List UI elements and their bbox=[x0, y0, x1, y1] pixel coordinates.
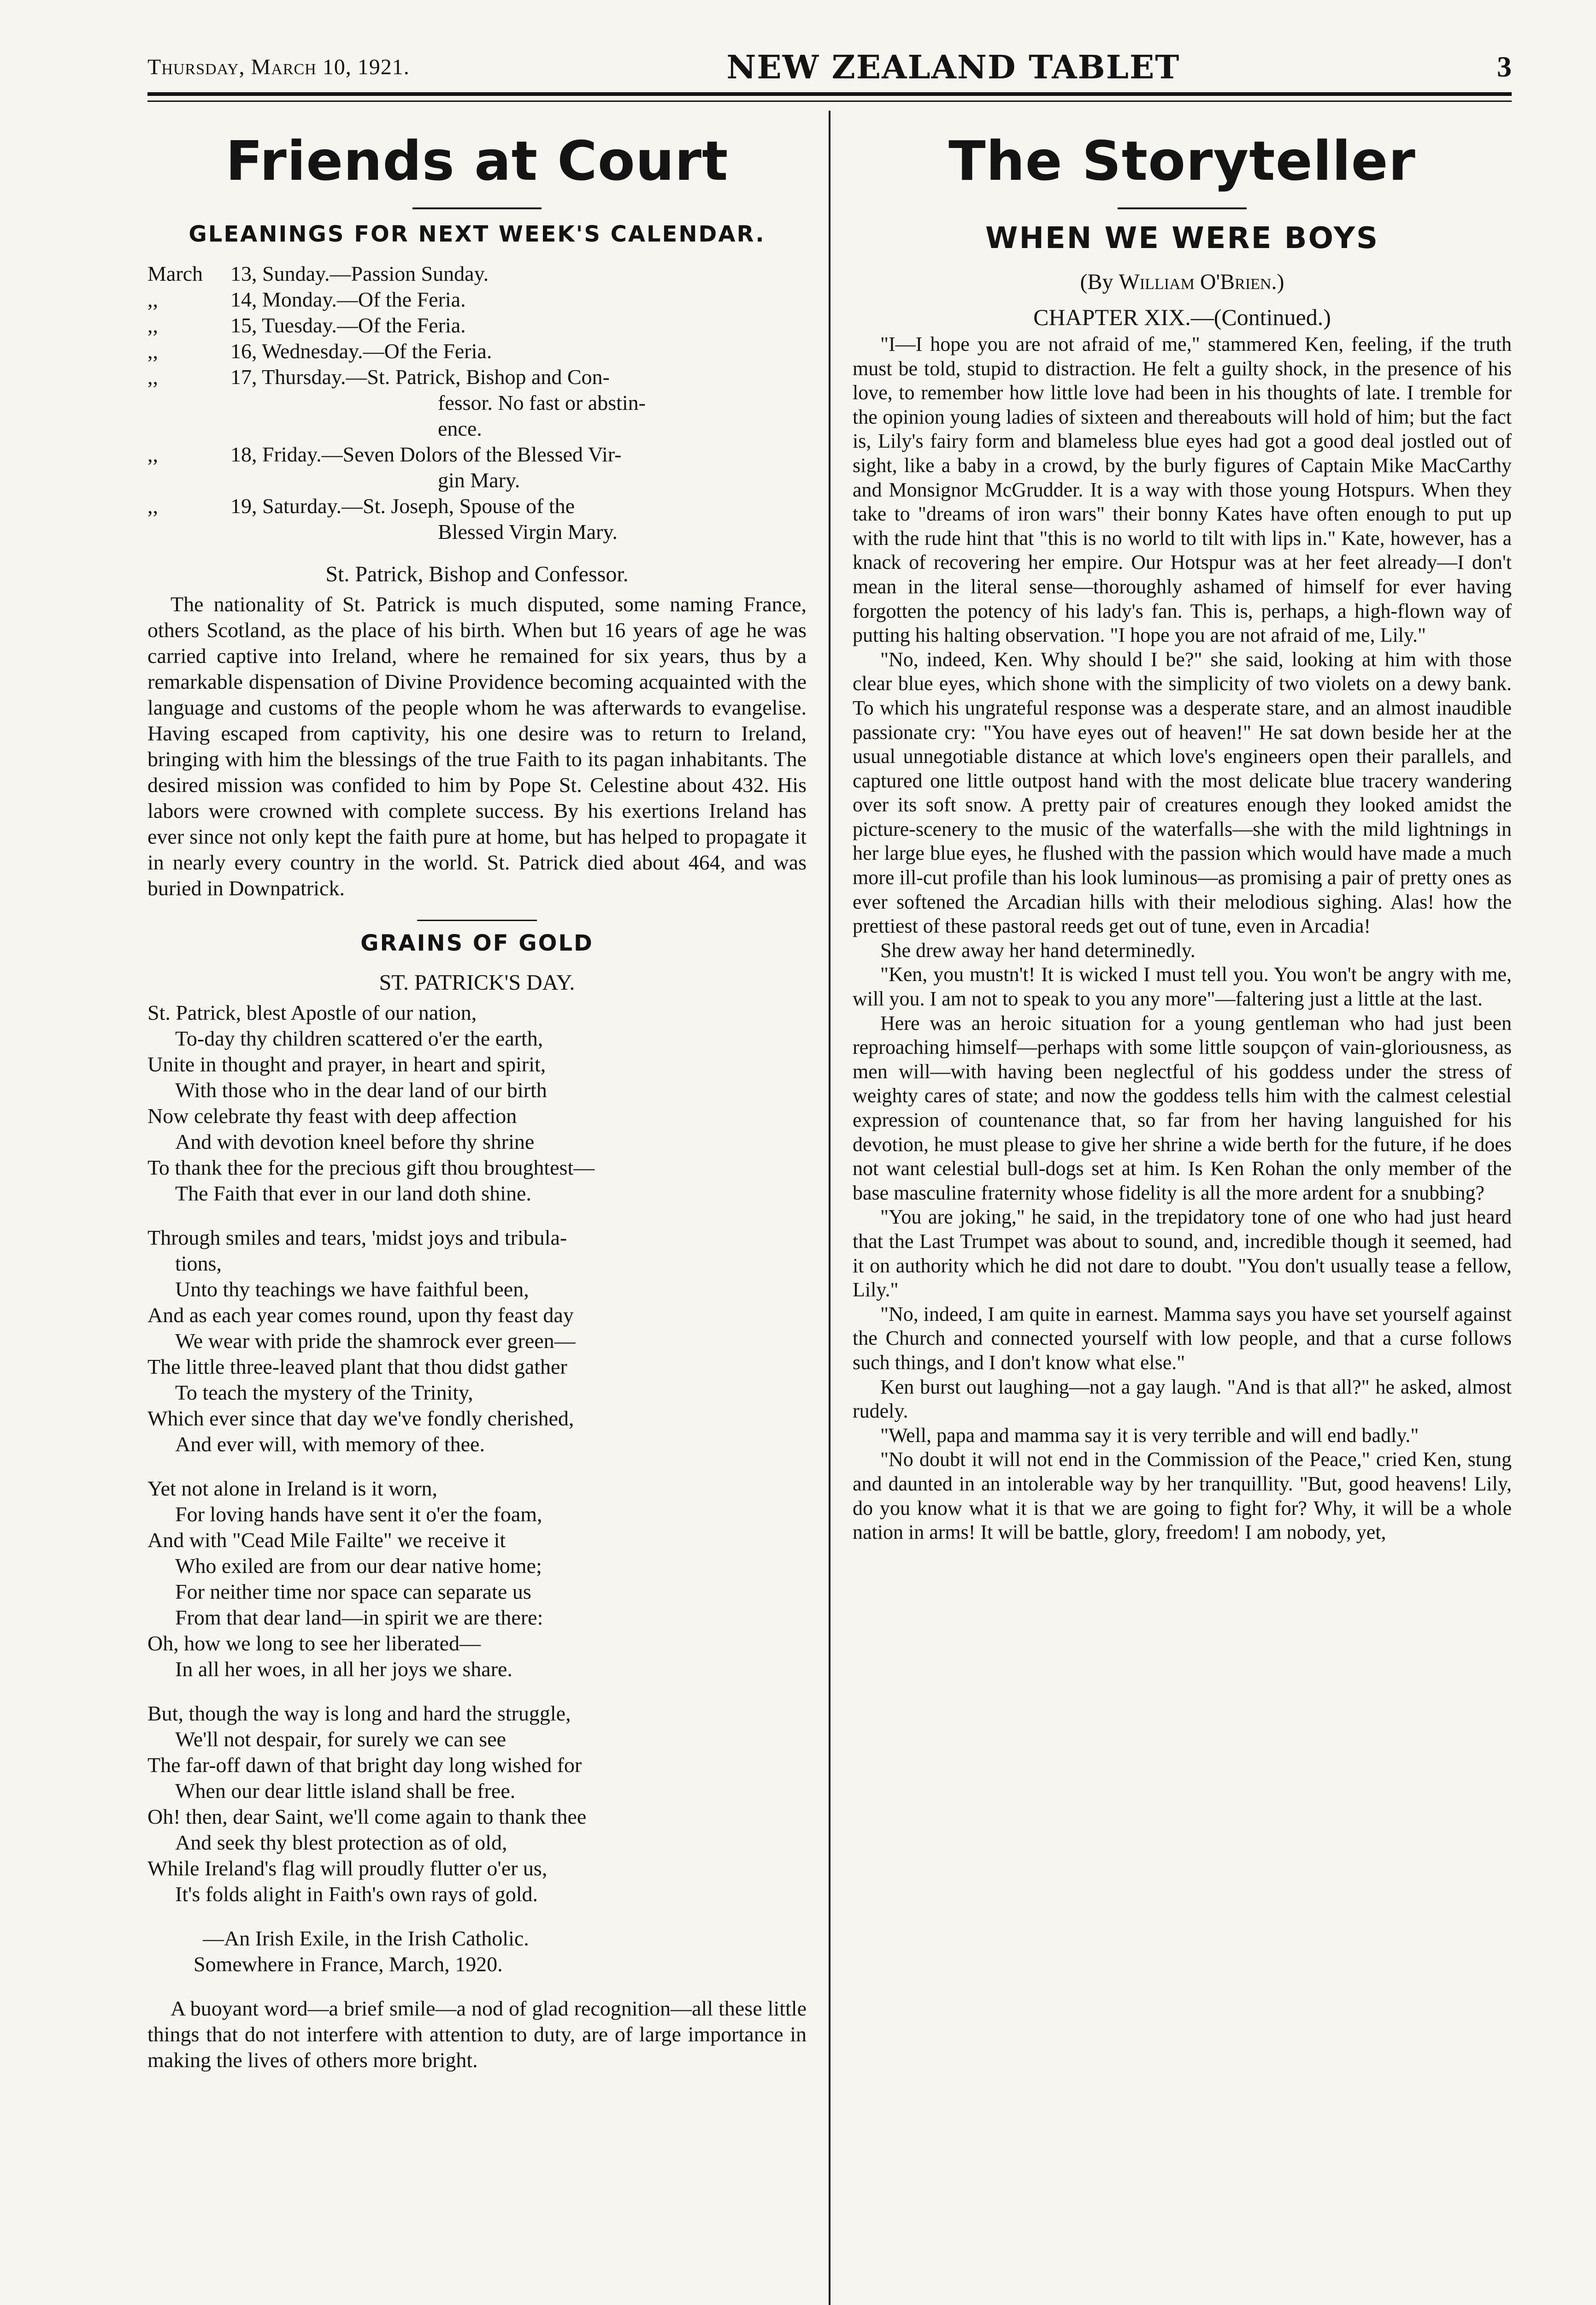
poem-line: Oh! then, dear Saint, we'll come again to thank thee bbox=[147, 1805, 587, 1828]
story-body bbox=[853, 332, 1512, 1545]
page-number: 3 bbox=[1497, 50, 1512, 83]
poem-line: And seek thy blest protection as of old, bbox=[175, 1831, 507, 1854]
poem-line: With those who in the dear land of our birth bbox=[175, 1078, 547, 1102]
storyteller-heading: The Storyteller bbox=[948, 129, 1416, 193]
story-paragraph: "You are joking," he said, in the trepidatory tone of one who had just heard that the Last Trumpet was about to sound, and, incredible though it seemed, had it on authority which he did not dare to doubt. "You don't usually tease a fellow, Lily." bbox=[853, 1206, 1512, 1301]
calendar-entry bbox=[147, 287, 807, 313]
calendar-entry bbox=[147, 442, 807, 493]
poem-attribution: —An Irish Exile, in the Irish Catholic. bbox=[203, 1927, 529, 1950]
poem-line: And with devotion kneel before thy shrine bbox=[175, 1130, 535, 1153]
poem-line: For loving hands have sent it o'er the foam, bbox=[175, 1502, 542, 1526]
calendar-line: 15, Tuesday.—Of the Feria. bbox=[230, 313, 466, 337]
poem-line: To teach the mystery of the Trinity, bbox=[175, 1381, 473, 1404]
calendar-text bbox=[230, 313, 807, 338]
calendar-list bbox=[147, 261, 807, 545]
poem-line: Unite in thought and prayer, in heart and spirit, bbox=[147, 1052, 546, 1076]
poem bbox=[147, 1000, 807, 1907]
poem-stanza bbox=[147, 1000, 807, 1206]
calendar-text bbox=[230, 287, 807, 313]
story-paragraph: Ken burst out laughing—not a gay laugh. "And is that all?" he asked, almost rudely. bbox=[853, 1375, 1512, 1423]
poem-line: Through smiles and tears, 'midst joys and tribula- bbox=[147, 1226, 567, 1249]
poem-stanza bbox=[147, 1701, 807, 1907]
calendar-line: 13, Sunday.—Passion Sunday. bbox=[230, 262, 489, 285]
calendar-month: ,, bbox=[147, 313, 158, 337]
publication-title: NEW ZEALAND TABLET bbox=[726, 47, 1180, 86]
poem-line: Unto thy teachings we have faithful been, bbox=[175, 1277, 529, 1301]
poem-line: We'll not despair, for surely we can see bbox=[175, 1727, 506, 1751]
poem-line: To thank thee for the precious gift thou broughtest— bbox=[147, 1156, 595, 1179]
poem-line: And with "Cead Mile Failte" we receive it bbox=[147, 1528, 506, 1552]
poem-stanza bbox=[147, 1225, 807, 1457]
calendar-entry bbox=[147, 261, 807, 287]
calendar-line: 17, Thursday.—St. Patrick, Bishop and Con- bbox=[230, 365, 610, 389]
story-paragraph: "I—I hope you are not afraid of me," stammered Ken, feeling, if the truth must be told, stupid to distraction. He felt a guilty shock, in the presence of his love, to remember how little love had been in his thoughts of late. I tremble for the opinion young ladies of sixteen and thereabouts will hold of him; but the fact is, Lily's fairy form and blameless blue eyes had got a good deal jostled out of sight, like a baby in a crowd, by the burly figures of Captain Mike MacCarthy and Monsignor McGrudder. It is a way with those young Hotspurs. When they take to "dreams of iron wars" their bonny Kates have often enough to put up with the rude hint that "this is no world to tilt with lips in." Kate, however, has a knack of recovering her empire. Our Hotspur was at her feet already—I don't mean in the literal sense—thoroughly ashamed of himself for ever having forgotten the potency of his lady's fan. This is, perhaps, a high-flown way of putting his halting observation. "I hope you are not afraid of me, Lily." bbox=[853, 333, 1512, 647]
calendar-line-cont: gin Mary. bbox=[438, 468, 520, 492]
calendar-line: 19, Saturday.—St. Joseph, Spouse of the bbox=[230, 494, 575, 518]
calendar-text bbox=[230, 364, 807, 442]
story-byline bbox=[853, 269, 1512, 295]
poem-line: St. Patrick, blest Apostle of our nation, bbox=[147, 1001, 477, 1024]
calendar-line-cont: fessor. No fast or abstin- bbox=[438, 391, 646, 414]
poem-line: To-day thy children scattered o'er the earth, bbox=[175, 1027, 543, 1050]
calendar-subheading: GLEANINGS FOR NEXT WEEK'S CALENDAR. bbox=[188, 221, 766, 247]
calendar-line: 18, Friday.—Seven Dolors of the Blessed Vir- bbox=[230, 443, 622, 466]
story-paragraph: "No doubt it will not end in the Commission of the Peace," cried Ken, stung and daunted in an intolerable way by her tranquillity. "But, good heavens! Lily, do you know what it is that we are going to fight for? Why, it will be a whole nation in arms! It will be battle, glory, freedom! I am nobody, yet, bbox=[853, 1448, 1512, 1544]
poem-line: From that dear land—in spirit we are there: bbox=[175, 1606, 543, 1629]
chapter-heading: CHAPTER XIX.—(Continued.) bbox=[1033, 304, 1331, 330]
calendar-month: ,, bbox=[147, 339, 158, 363]
poem-place-date: Somewhere in France, March, 1920. bbox=[194, 1952, 503, 1976]
poem-stanza bbox=[147, 1476, 807, 1682]
poem-line: For neither time nor space can separate us bbox=[175, 1580, 531, 1603]
poem-line: Yet not alone in Ireland is it worn, bbox=[147, 1477, 438, 1500]
section-rule bbox=[417, 920, 537, 921]
newspaper-page bbox=[147, 32, 1512, 2305]
heading-ornament bbox=[147, 197, 807, 216]
poem-title: ST. PATRICK'S DAY. bbox=[379, 970, 575, 995]
calendar-entry bbox=[147, 338, 807, 364]
issue-date: Thursday, March 10, 1921. bbox=[147, 54, 410, 79]
poem-line: We wear with pride the shamrock ever green— bbox=[175, 1329, 576, 1353]
patrick-heading: St. Patrick, Bishop and Confessor. bbox=[325, 562, 629, 586]
calendar-text bbox=[230, 442, 807, 493]
calendar-line-cont: Blessed Virgin Mary. bbox=[438, 520, 618, 544]
poem-line: The little three-leaved plant that thou didst gather bbox=[147, 1355, 567, 1378]
calendar-month: ,, bbox=[147, 288, 158, 311]
story-paragraph: Here was an heroic situation for a young gentleman who had just been reproaching himself—perhaps with some little soupçon of vain-gloriousness, as men will—with having been neglectful of his goddess under the stress of weighty cares of state; and now the goddess tells him with the calmest celestial expression of countenance that, so far from her having languished for his devotion, he must please to give her shrine a wide berth for the future, if he does not want celestial bull-dogs set at him. Is Ken Rohan the only member of the base masculine fraternity whose fidelity is all the more ardent for a snubbing? bbox=[853, 1011, 1512, 1204]
story-paragraph: "Well, papa and mamma say it is very terrible and will end badly." bbox=[880, 1424, 1419, 1447]
byline-author: William O'Brien.) bbox=[1119, 270, 1284, 294]
story-paragraph: "No, indeed, I am quite in earnest. Mamma says you have set yourself against the Church and connected yourself with low people, and that a curse follows such things, and I don't know what else." bbox=[853, 1302, 1512, 1374]
poem-line: tions, bbox=[175, 1252, 222, 1275]
poem-line: While Ireland's flag will proudly flutter o'er us, bbox=[147, 1856, 548, 1880]
poem-line: The Faith that ever in our land doth shine. bbox=[175, 1182, 531, 1205]
patrick-article: The nationality of St. Patrick is much disputed, some naming France, others Scotland, as the place of his birth. When but 16 years of age he was carried captive into Ireland, where he remained for six years, thus by a remarkable dispensation of Divine Providence becoming acquainted with the language and customs of the people whom he was afterwards to evangelise. Having escaped from captivity, his one desire was to return to Ireland, bringing with him the blessings of the true Faith to its pagan inhabitants. The desired mission was confided to him by Pope St. Celestine about 432. His labors were crowned with complete success. By his exertions Ireland has ever since not only kept the faith pure at home, but has helped to propagate it in nearly every country in the world. St. Patrick died about 464, and was buried in Downpatrick. bbox=[147, 592, 807, 900]
masthead-rule bbox=[147, 100, 1512, 102]
calendar-entry bbox=[147, 313, 807, 338]
calendar-text bbox=[230, 493, 807, 545]
poem-line: Which ever since that day we've fondly cherished, bbox=[147, 1407, 574, 1430]
calendar-entry bbox=[147, 493, 807, 545]
poem-line: And ever will, with memory of thee. bbox=[175, 1432, 485, 1456]
calendar-month: ,, bbox=[147, 365, 158, 389]
poem-line: And as each year comes round, upon thy feast day bbox=[147, 1303, 574, 1327]
grains-heading: GRAINS OF GOLD bbox=[360, 930, 594, 956]
poem-line: In all her woes, in all her joys we share. bbox=[175, 1657, 512, 1681]
byline-prefix: (By bbox=[1080, 270, 1113, 294]
poem-line: Now celebrate thy feast with deep affection bbox=[147, 1104, 517, 1128]
calendar-month: ,, bbox=[147, 494, 158, 518]
poem-line: It's folds alight in Faith's own rays of gold. bbox=[175, 1882, 538, 1906]
calendar-line-cont: ence. bbox=[438, 417, 482, 440]
poem-line: Oh, how we long to see her liberated— bbox=[147, 1631, 481, 1655]
column-divider bbox=[829, 111, 830, 2305]
calendar-entry bbox=[147, 364, 807, 442]
right-column bbox=[853, 111, 1512, 1545]
story-paragraph: "Ken, you mustn't! It is wicked I must tell you. You won't be angry with me, will you. I am not to speak to you any more"—faltering just a little at the last. bbox=[853, 963, 1512, 1011]
poem-line: Who exiled are from our dear native home; bbox=[175, 1554, 542, 1578]
left-column bbox=[147, 111, 807, 2073]
calendar-month: March bbox=[147, 262, 203, 285]
story-paragraph: She drew away her hand determinedly. bbox=[880, 939, 1196, 962]
calendar-text bbox=[230, 261, 807, 287]
calendar-line: 14, Monday.—Of the Feria. bbox=[230, 288, 466, 311]
calendar-line: 16, Wednesday.—Of the Feria. bbox=[230, 339, 492, 363]
masthead bbox=[147, 41, 1512, 96]
poem-line: But, though the way is long and hard the struggle, bbox=[147, 1702, 571, 1725]
calendar-month: ,, bbox=[147, 443, 158, 466]
calendar-text bbox=[230, 338, 807, 364]
poem-line: The far-off dawn of that bright day long wished for bbox=[147, 1753, 582, 1777]
story-paragraph: "No, indeed, Ken. Why should I be?" she said, looking at him with those clear blue eyes, which shone with the simplicity of two violets on a dewy bank. To which his ungrateful response was a desperate stare, and an almost inaudible passionate cry: "You have eyes out of heaven!" He sat down beside her at the usual unnegotiable distance at which love's engineers open their parallels, and captured one little outpost hand with the most delicate blue tracery wandering over its soft snow. A pretty pair of creatures enough they looked amidst the picture-scenery to the music of the waterfalls—she with the mild lightnings in her large blue eyes, he flushed with the passion which would have made a much more ill-cut profile than his look luminous—as promising a pair of pretty ones as ever softened the Arcadian hills with their melodious sighing. Alas! how the prettiest of these pastoral reeds get out of tune, even in Arcadia! bbox=[853, 648, 1512, 938]
friends-heading: Friends at Court bbox=[225, 129, 729, 193]
story-title: WHEN WE WERE BOYS bbox=[985, 221, 1379, 255]
heading-ornament bbox=[853, 197, 1512, 216]
closing-paragraph: A buoyant word—a brief smile—a nod of glad recognition—all these little things that do not interfere with attention to duty, are of large importance in making the lives of others more bright. bbox=[147, 1997, 807, 2072]
poem-line: When our dear little island shall be free. bbox=[175, 1779, 516, 1803]
